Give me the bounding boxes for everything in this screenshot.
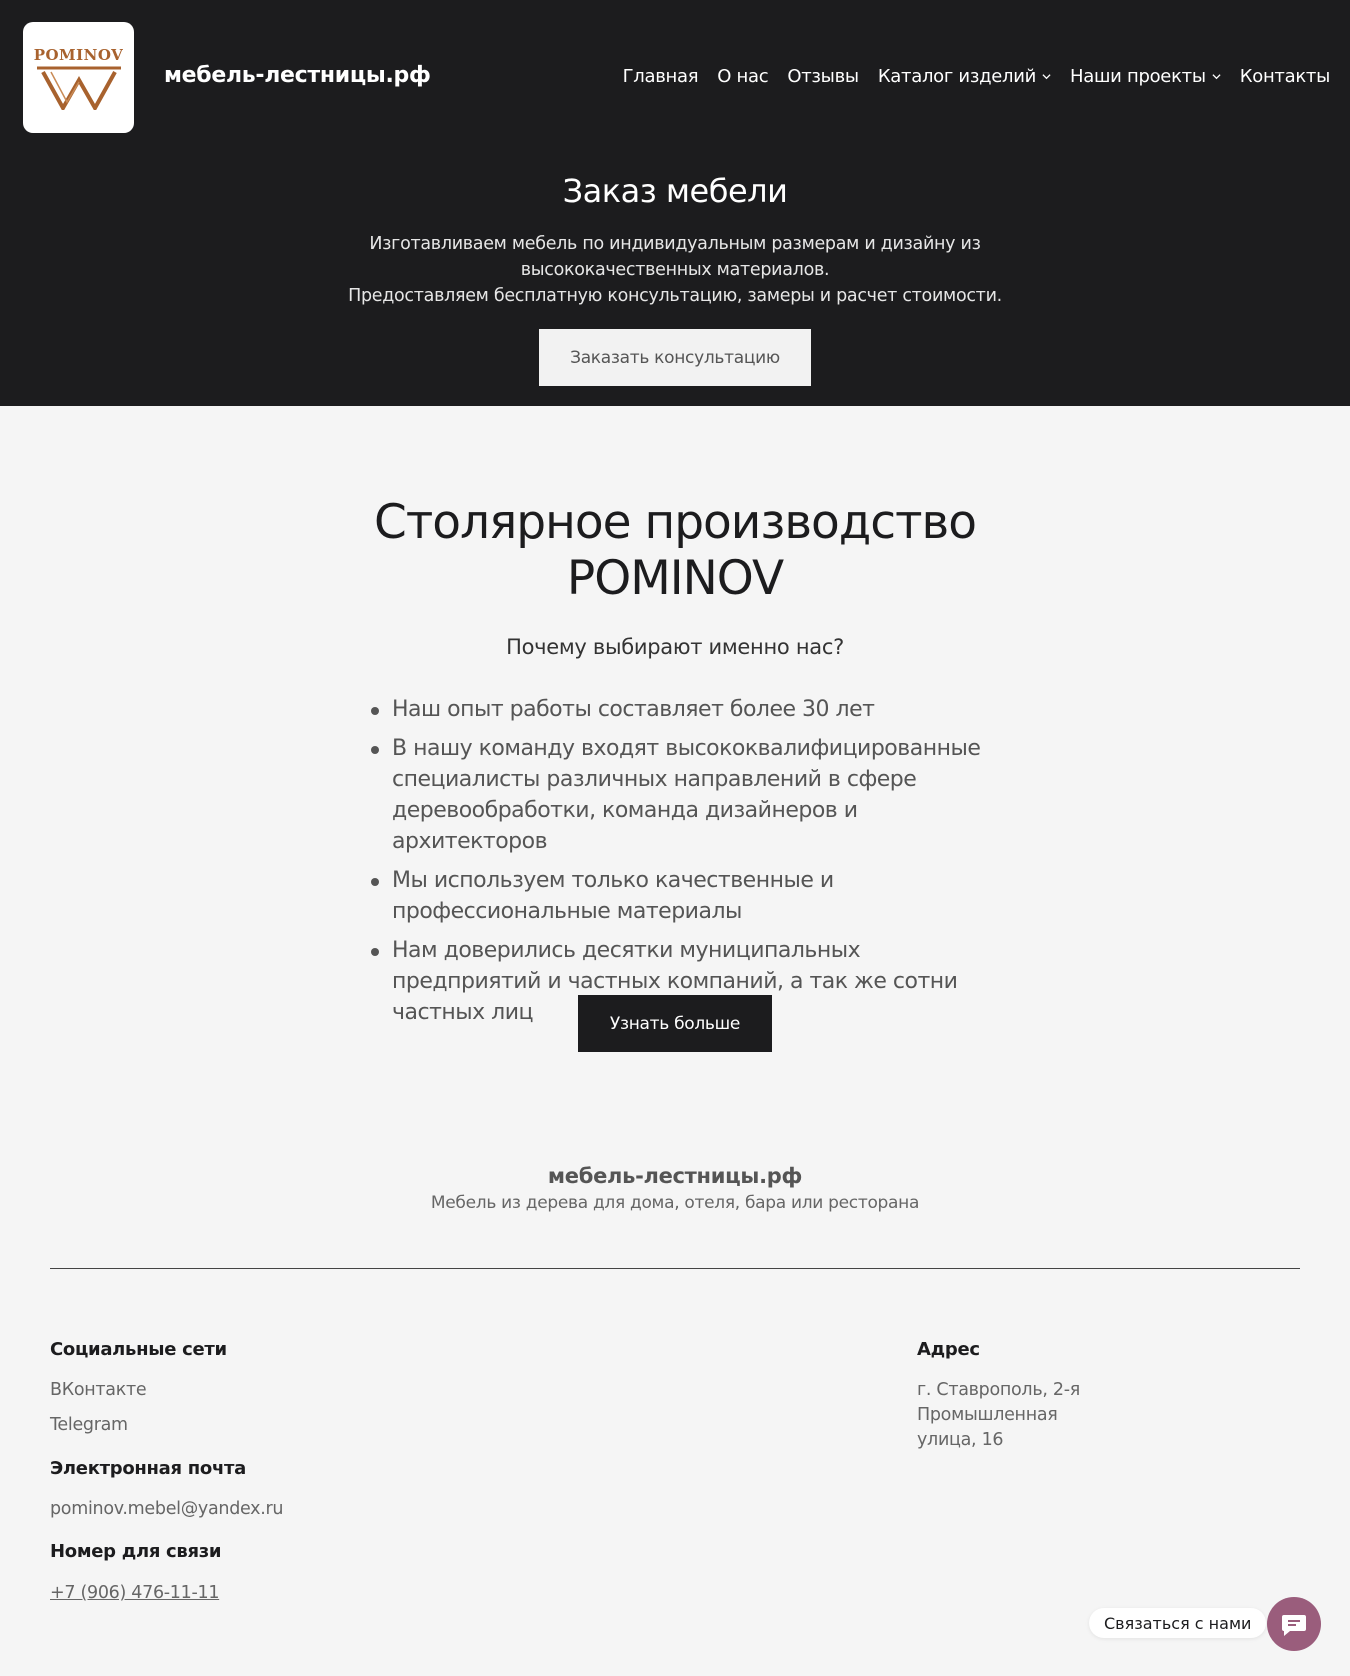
footer-tagline: Мебель из дерева для дома, отеля, бара или ресторана (430, 1193, 920, 1213)
telegram-link[interactable]: Telegram (50, 1415, 128, 1435)
nav-label: Каталог изделий (877, 66, 1037, 87)
nav-label: Наши проекты (1070, 66, 1206, 87)
list-item: В нашу команду входят высококвалифицированные специалисты различных направлений в сфере деревообработки, команда дизайнеров и архитекторов (392, 733, 982, 857)
nav-item-home[interactable] (623, 66, 699, 87)
hero-title: Заказ мебели (562, 172, 788, 210)
list-item: Наш опыт работы составляет более 30 лет (392, 694, 982, 725)
email-link[interactable]: pominov.mebel@yandex.ru (50, 1499, 284, 1519)
logo-text: POMINOV (33, 45, 124, 64)
nav-item-about[interactable] (717, 66, 768, 87)
nav-item-contacts[interactable] (1240, 66, 1330, 87)
logo-w-icon (37, 66, 121, 110)
chevron-down-icon (1212, 72, 1221, 81)
footer-divider (50, 1268, 1300, 1269)
nav-item-projects[interactable] (1070, 66, 1221, 87)
main-nav (623, 66, 1330, 87)
main-title-line: POMINOV (566, 551, 784, 606)
email-heading: Электронная почта (50, 1458, 246, 1479)
address-heading: Адрес (917, 1339, 980, 1360)
benefits-list (392, 694, 982, 1036)
main-title (0, 495, 1350, 607)
nav-label: О нас (717, 66, 769, 87)
hero-desc-line: Изготавливаем мебель по индивидуальным размерам и дизайну из высококачественных материалов. (369, 234, 981, 280)
nav-item-catalog[interactable] (878, 66, 1051, 87)
list-item: Мы используем только качественные и профессиональные материалы (392, 865, 982, 927)
header-hero (0, 0, 1350, 406)
chevron-down-icon (1042, 72, 1051, 81)
nav-label: Главная (622, 66, 699, 87)
hero-description (300, 231, 1050, 309)
site-logo[interactable] (23, 22, 134, 133)
why-us-subtitle: Почему выбирают именно нас? (506, 635, 844, 659)
site-title[interactable]: мебель-лестницы.рф (164, 63, 431, 88)
hero-desc-line: Предоставляем бесплатную консультацию, замеры и расчет стоимости. (348, 286, 1002, 306)
chat-widget-button[interactable] (1267, 1597, 1321, 1651)
chat-icon (1280, 1610, 1308, 1638)
address-text: г. Ставрополь, 2-я Промышленная улица, 16 (917, 1380, 1080, 1450)
social-heading: Социальные сети (50, 1339, 227, 1360)
contact-us-label[interactable]: Связаться с нами (1089, 1608, 1266, 1638)
phone-link[interactable]: +7 (906) 476-11-11 (50, 1583, 220, 1603)
list-item: Нам доверились десятки муниципальных предприятий и частных компаний, а так же сотни частных лиц (392, 935, 982, 1028)
order-consultation-button[interactable]: Заказать консультацию (539, 329, 811, 386)
nav-label: Отзывы (787, 66, 859, 87)
vk-link[interactable]: ВКонтакте (50, 1380, 147, 1400)
learn-more-button[interactable]: Узнать больше (578, 995, 772, 1052)
footer-site-title[interactable]: мебель-лестницы.рф (547, 1164, 803, 1188)
nav-item-reviews[interactable] (787, 66, 858, 87)
main-title-line: Столярное производство (374, 495, 976, 550)
nav-label: Контакты (1239, 66, 1330, 87)
phone-heading: Номер для связи (50, 1541, 222, 1562)
